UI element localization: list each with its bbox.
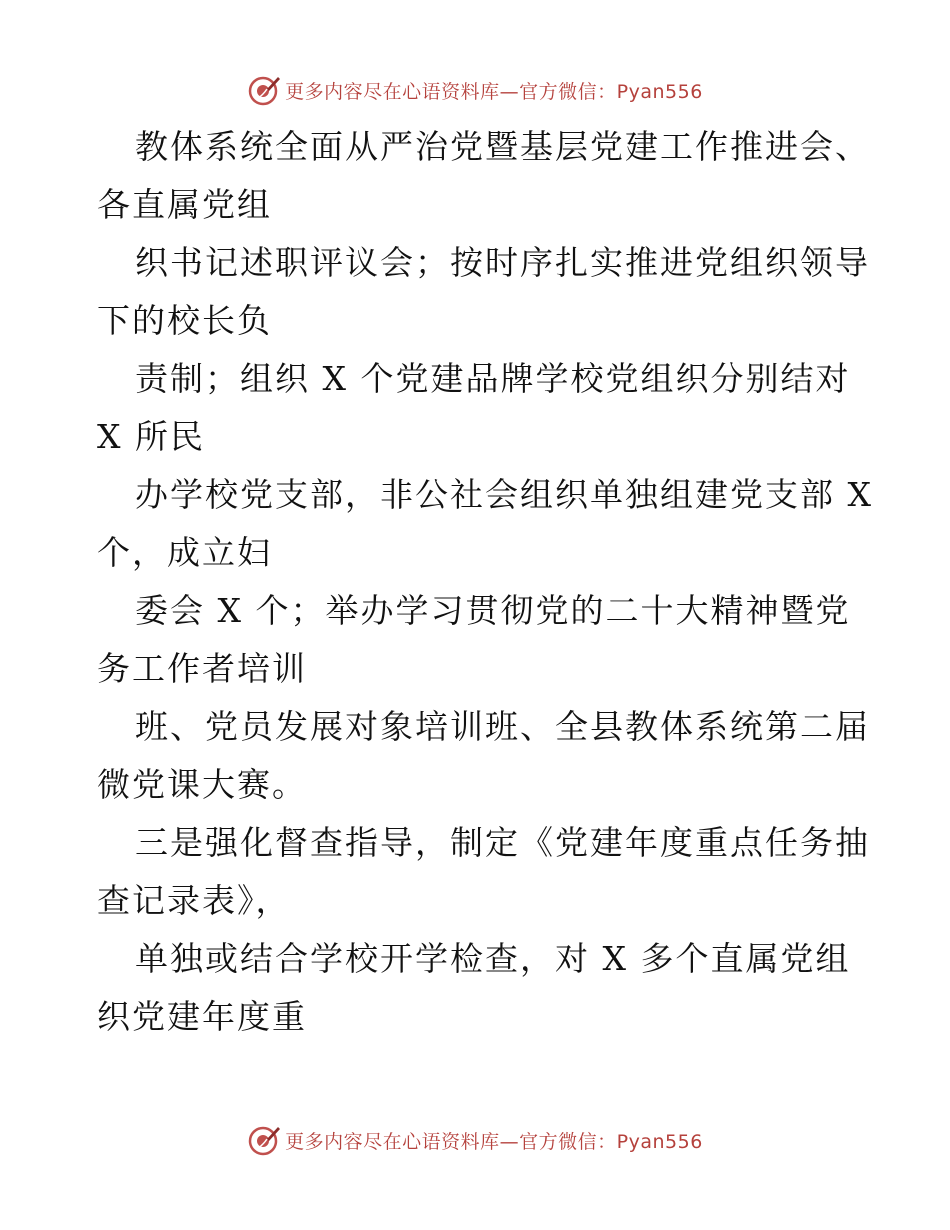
text-line: X 所民 (97, 417, 205, 456)
text-line: 单独或结合学校开学检查，对 X 多个直属党组 (135, 939, 851, 978)
text-line: 办学校党支部，非公社会组织单独组建党支部 X (135, 475, 873, 514)
footer-banner-text: 更多内容尽在心语资料库—官方微信：Pyan556 (285, 1130, 703, 1153)
footer-banner (0, 1120, 950, 1160)
header-banner (0, 70, 950, 110)
pen-logo-icon (247, 1123, 281, 1157)
header-banner-text: 更多内容尽在心语资料库—官方微信：Pyan556 (285, 80, 703, 103)
text-line: 委会 X 个；举办学习贯彻党的二十大精神暨党 (135, 591, 851, 630)
text-line: 责制；组织 X 个党建品牌学校党组织分别结对 (135, 359, 851, 398)
pen-logo-icon (247, 73, 281, 107)
text-line: 各直属党组 (97, 185, 272, 224)
text-line: 微党课大赛。 (97, 765, 307, 804)
text-line: 查记录表》， (97, 881, 291, 920)
text-line: 务工作者培训 (97, 649, 307, 688)
text-line: 织党建年度重 (97, 997, 307, 1036)
text-line: 下的校长负 (97, 301, 272, 340)
text-line: 织书记述职评议会；按时序扎实推进党组织领导 (135, 243, 870, 282)
text-line: 个，成立妇 (97, 533, 272, 572)
text-line: 班、党员发展对象培训班、全县教体系统第二届 (135, 707, 870, 746)
text-line: 教体系统全面从严治党暨基层党建工作推进会、 (135, 127, 870, 166)
text-line: 三是强化督查指导，制定《党建年度重点任务抽 (135, 823, 870, 862)
document-body (97, 118, 873, 1046)
